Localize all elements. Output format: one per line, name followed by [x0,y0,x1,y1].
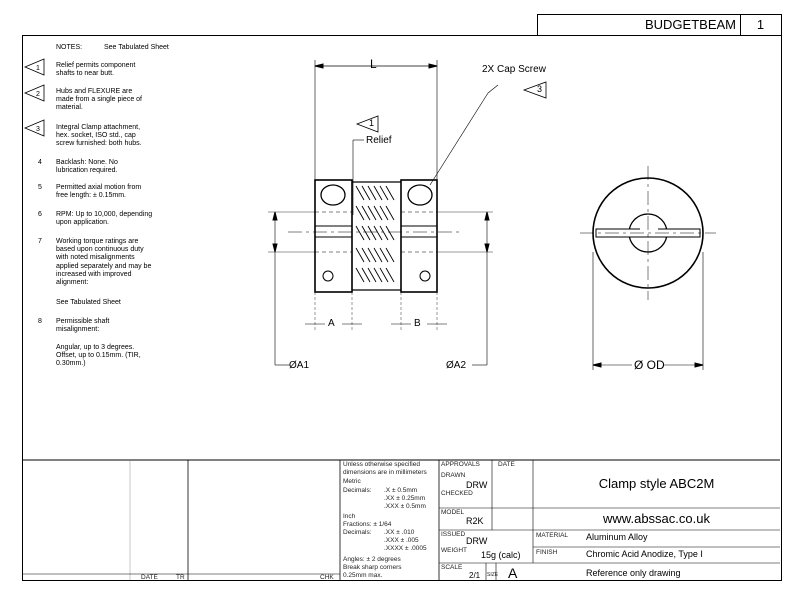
tolerance-fractions: Fractions: ± 1/64 [343,521,392,528]
note-1-text: Relief permits component shafts to near butt. [56,62,136,78]
model-value: R2K [466,516,484,526]
tolerance-inch-decimals-label: Decimals: [343,529,372,536]
weight-value: 15g (calc) [481,550,521,560]
note-8-detail: Angular, up to 3 degrees. Offset, up to 0.15mm. (TIR, 0.30mm.) [56,344,141,368]
sheet-number: 1 [756,17,765,32]
tolerance-angles: Angles: ± 2 degrees [343,556,401,563]
note-1-num: 1 [36,65,40,72]
issued-label: ISSUED [441,531,466,538]
tolerance-break-val: 0.25mm max. [343,572,383,579]
note-4-text: Backlash: None. No lubrication required. [56,159,118,175]
website: www.abssac.co.uk [603,511,710,526]
note-7-text: Working torque ratings are based upon continuous duty with noted misalignments applied separately and may be increased with improved alignment: [56,238,152,287]
note-8-text: Permissible shaft misalignment: [56,318,110,334]
finish-label: FINISH [536,549,558,556]
drawn-value: DRW [466,480,488,490]
tolerance-unless: Unless otherwise specified [343,461,420,468]
dim-l-label: L [370,57,377,71]
finish-value: Chromic Acid Anodize, Type I [586,549,703,559]
note-3-num: 3 [36,126,40,133]
scale-label: SCALE [441,564,463,571]
material-label: MATERIAL [536,532,569,539]
size-value: A [508,565,518,581]
scale-value: 2/1 [469,571,481,580]
note-7-num: 7 [38,238,42,245]
dim-a1-label: ØA1 [289,360,310,371]
size-label: SIZE [487,572,499,578]
tolerance-decimals-label: Decimals: [343,487,372,494]
issued-value: DRW [466,536,488,546]
note-5-text: Permitted axial motion from free length: ± 0.15mm. [56,184,142,200]
cap-screw-label: 2X Cap Screw [482,64,546,75]
tolerance-metric: Metric [343,478,361,485]
dim-od-label: Ø OD [634,358,665,372]
note-4-num: 4 [38,159,42,166]
callout-1-label: 1 [369,118,375,128]
tolerance-dimensions: dimensions are in millimeters [343,469,427,476]
company-name: BUDGETBEAM [644,17,736,32]
tolerance-idec2: .XXX ± .005 [384,537,419,544]
note-3-text: Integral Clamp attachment, hex. socket, ISO std., cap screw furnished: both hubs. [56,124,142,148]
tolerance-dec2: .XX ± 0.25mm [384,495,426,502]
note-6-text: RPM: Up to 10,000, depending upon application. [56,211,153,227]
tolerance-break: Break sharp corners [343,564,402,571]
model-label: MODEL [441,509,465,516]
notes-heading-ref: See Tabulated Sheet [104,44,169,51]
tolerance-inch: Inch [343,513,356,520]
weight-label: WEIGHT [441,547,467,554]
note-6-num: 6 [38,211,42,218]
material-value: Aluminum Alloy [586,532,648,542]
drawn-label: DRAWN [441,472,466,479]
reference-note: Reference only drawing [586,568,681,578]
dim-a-label: A [328,318,335,329]
dim-a2-label: ØA2 [446,360,467,371]
rev-tr-label: TR [176,574,185,581]
callout-3-label: 3 [537,84,543,94]
date-label: DATE [498,461,515,468]
approvals-label: APPROVALS [441,461,480,468]
tolerance-dec3: .XXX ± 0.5mm [384,503,426,510]
checked-label: CHECKED [441,490,473,497]
chk-label: CHK [320,574,334,581]
relief-label: Relief [366,135,392,146]
dim-b-label: B [414,318,421,329]
note-8-num: 8 [38,318,42,325]
tolerance-idec3: .XXXX ± .0005 [384,545,427,552]
notes-heading: NOTES: [56,44,83,51]
drawing-title: Clamp style ABC2M [598,476,715,491]
note-7-ref: See Tabulated Sheet [56,299,121,306]
note-2-text: Hubs and FLEXURE are made from a single piece of material. [56,88,142,112]
note-5-num: 5 [38,184,42,191]
note-2-num: 2 [36,91,40,98]
tolerance-dec1: .X ± 0.5mm [384,487,418,494]
tolerance-idec1: .XX ± .010 [384,529,415,536]
rev-date-label: DATE [141,574,158,581]
